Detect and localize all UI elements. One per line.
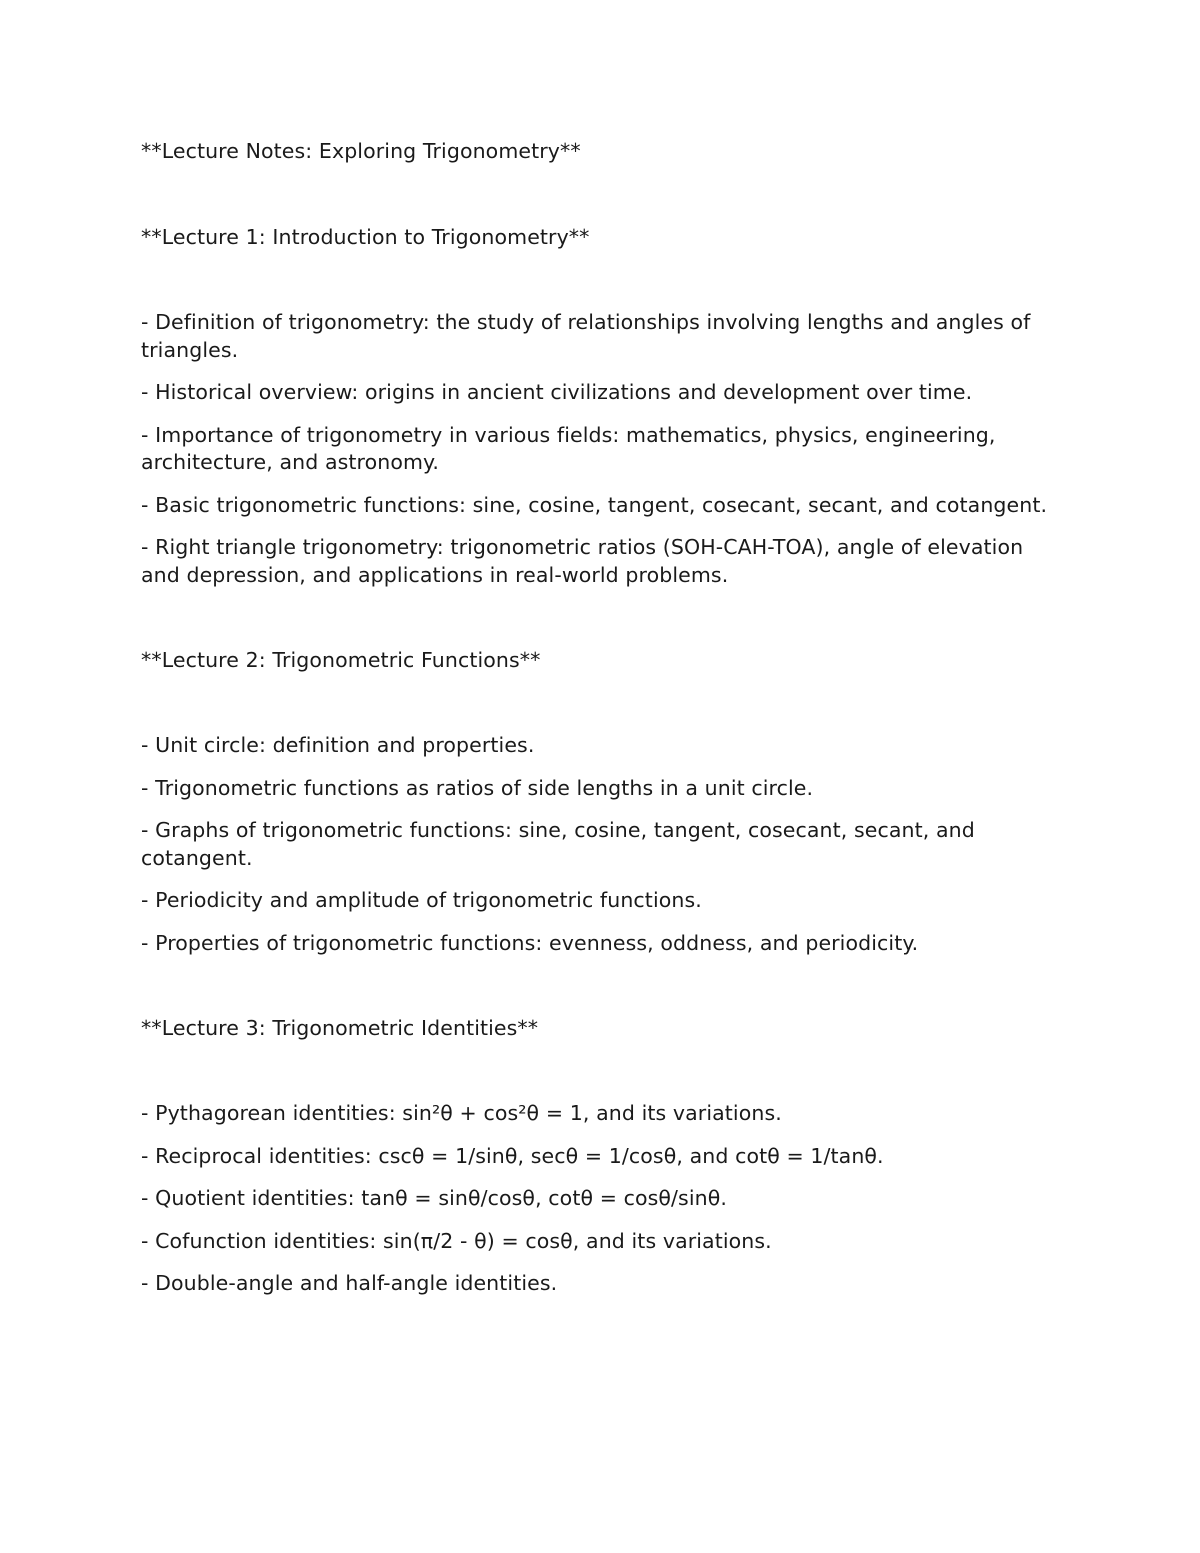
list-item: - Graphs of trigonometric functions: sine, cosine, tangent, cosecant, secant, and cotangent.	[141, 818, 975, 870]
section-heading: **Lecture 1: Introduction to Trigonometry**	[141, 225, 590, 249]
list-item: - Basic trigonometric functions: sine, cosine, tangent, cosecant, secant, and cotangent.	[141, 492, 1048, 517]
section-heading: **Lecture 3: Trigonometric Identities**	[141, 1016, 539, 1040]
list-item: - Unit circle: definition and properties.	[141, 733, 535, 757]
section-heading: **Lecture 2: Trigonometric Functions**	[141, 648, 541, 672]
list-item: - Periodicity and amplitude of trigonometric functions.	[141, 888, 702, 912]
spacer	[141, 170, 1051, 224]
list-item: - Definition of trigonometry: the study of relationships involving lengths and angles of triangles.	[141, 310, 1031, 362]
list-item: - Historical overview: origins in ancient civilizations and development over time.	[141, 380, 973, 404]
lecture-1-section	[141, 224, 1051, 589]
list-item: - Double-angle and half-angle identities.	[141, 1271, 558, 1295]
lecture-2-section	[141, 647, 1051, 957]
document-body	[141, 138, 1051, 1313]
lecture-3-section	[141, 1015, 1051, 1298]
list-item: - Importance of trigonometry in various fields: mathematics, physics, engineering, architecture, and astronomy.	[141, 422, 996, 474]
list-item: - Cofunction identities: sin(π/2 - θ) = cosθ, and its variations.	[141, 1228, 772, 1253]
list-item: - Pythagorean identities: sin²θ + cos²θ = 1, and its variations.	[141, 1101, 782, 1125]
document-title: **Lecture Notes: Exploring Trigonometry**	[141, 139, 581, 163]
list-item: - Reciprocal identities: cscθ = 1/sinθ, secθ = 1/cosθ, and cotθ = 1/tanθ.	[141, 1143, 884, 1168]
list-item: - Trigonometric functions as ratios of side lengths in a unit circle.	[141, 775, 814, 800]
list-item: - Properties of trigonometric functions: evenness, oddness, and periodicity.	[141, 930, 919, 955]
list-item: - Quotient identities: tanθ = sinθ/cosθ, cotθ = cosθ/sinθ.	[141, 1186, 727, 1210]
list-item: - Right triangle trigonometry: trigonometric ratios (SOH-CAH-TOA), angle of elevation and depression, and applications in real-world problems.	[141, 535, 1024, 587]
